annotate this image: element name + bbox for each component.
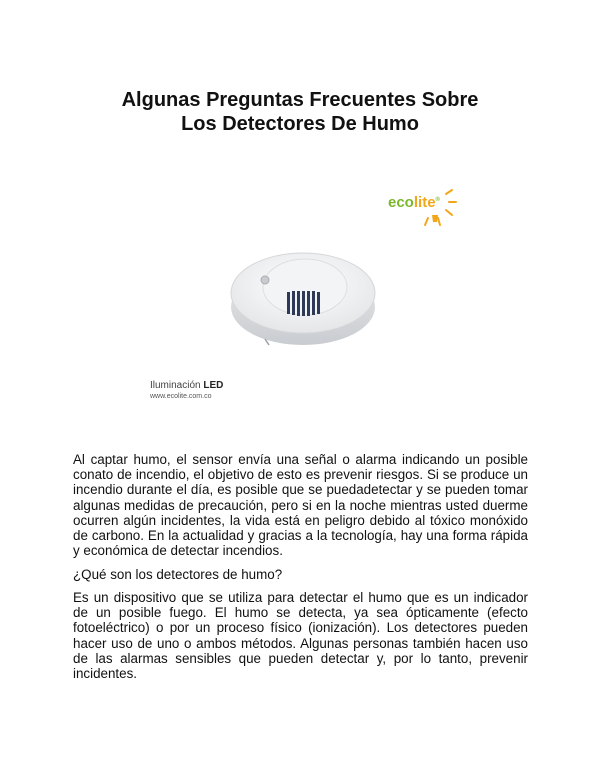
brand-name-eco: eco (388, 194, 414, 211)
caption-url: www.ecolite.com.co (150, 393, 212, 400)
smoke-detector-image (225, 235, 385, 355)
ecolite-logo (388, 178, 468, 238)
title-line-2: Los Detectores De Humo (181, 113, 419, 135)
registered-mark: ® (435, 197, 440, 203)
title-line-1: Algunas Preguntas Frecuentes Sobre (121, 89, 479, 111)
paragraph-definition: Es un dispositivo que se utiliza para detectar el humo que es un indicador de un posible fuego. El humo se detecta, ya sea ópticamente (efecto fotoeléctrico) o por un proceso físico (ionización). Los detectores pueden hacer uso de uno o ambos métodos. Algunas personas también hacen uso de las alarmas sensibles que pueden detectar y, por lo tanto, prevenir incidentes. (73, 590, 528, 682)
brand-name-lite: lite (413, 194, 436, 211)
question-heading: ¿Qué son los detectores de humo? (73, 567, 283, 582)
brand-name (388, 194, 440, 211)
caption-prefix: Iluminación (150, 380, 201, 391)
page-title (0, 88, 600, 136)
caption-bold: LED (203, 380, 224, 391)
product-caption (150, 380, 290, 401)
paragraph-intro: Al captar humo, el sensor envía una señal o alarma indicando un posible conato de incendio, el objetivo de esto es prevenir riesgos. Si se produce un incendio durante el día, es posible que se puedadetectar y se pueden tomar algunas medidas de precaución, pero si en la noche mientras usted duerme ocurren algún incidentes, la vida está en peligro debido al tóxico monóxido de carbono. En la actualidad y gracias a la tecnología, hay una forma rápida y económica de detectar incendios. (73, 452, 528, 559)
caption-text (150, 380, 290, 392)
